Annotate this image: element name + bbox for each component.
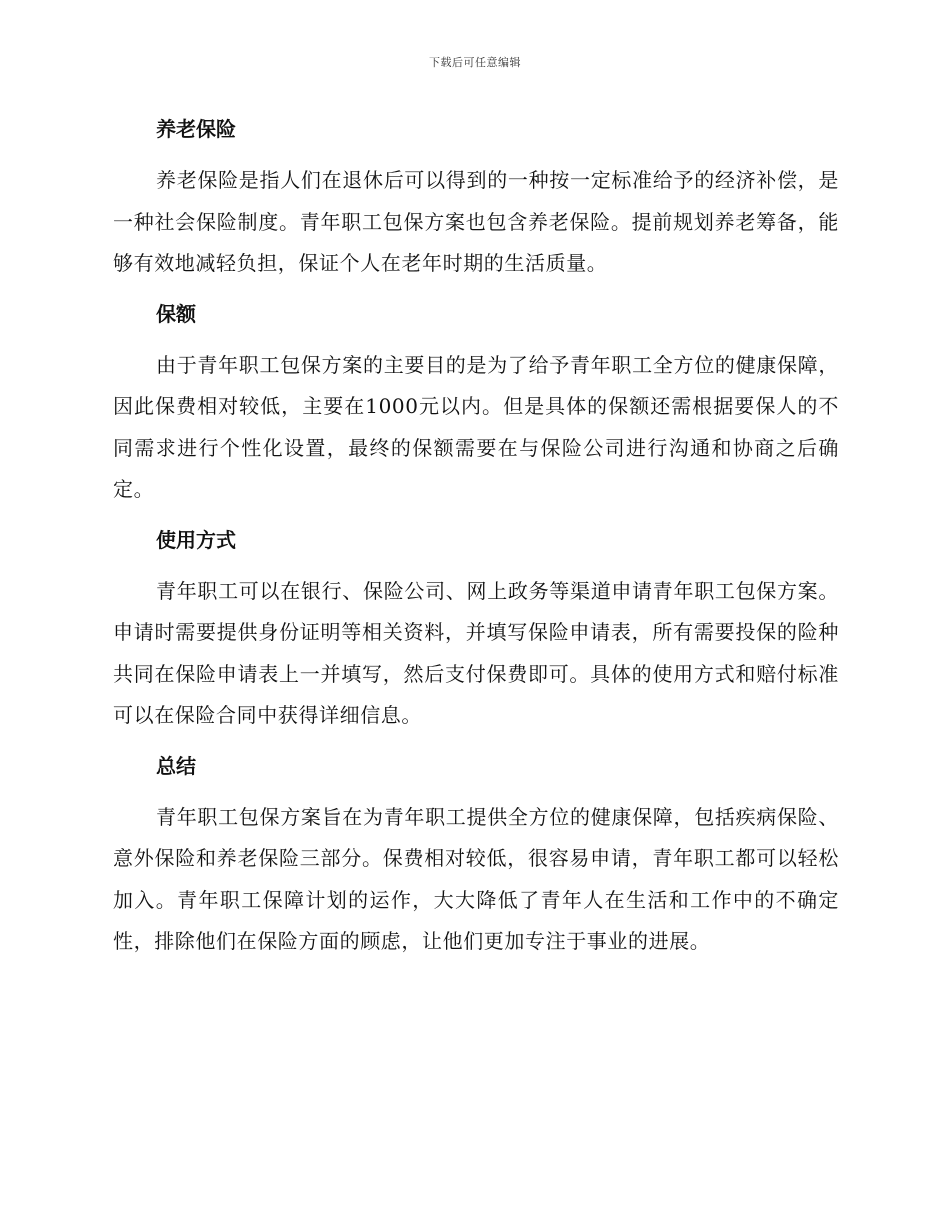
section-paragraph: 青年职工包保方案旨在为青年职工提供全方位的健康保障，包括疾病保险、意外保险和养老保险三部分。保费相对较低，很容易申请，青年职工都可以轻松加入。青年职工保障计划的运作，大大降低了青年人在生活和工作中的不确定性，排除他们在保险方面的顾虑，让他们更加专注于事业的进展。 — [113, 804, 839, 953]
section-paragraph: 养老保险是指人们在退休后可以得到的一种按一定标准给予的经济补偿，是一种社会保险制度。青年职工包保方案也包含养老保险。提前规划养老筹备，能够有效地减轻负担，保证个人在老年时期的生活质量。 — [113, 168, 839, 275]
section-heading: 保额 — [156, 301, 196, 326]
section-heading: 养老保险 — [156, 117, 236, 141]
section-coverage-amount — [113, 294, 839, 511]
section-heading: 总结 — [156, 753, 196, 778]
section-paragraph: 青年职工可以在银行、保险公司、网上政务等渠道申请青年职工包保方案。申请时需要提供身份证明等相关资料，并填写保险申请表，所有需要投保的险种共同在保险申请表上一并填写，然后支付保费即可。具体的使用方式和赔付标准可以在保险合同中获得详细信息。 — [113, 578, 839, 727]
section-usage-method — [113, 520, 839, 737]
section-paragraph: 由于青年职工包保方案的主要目的是为了给予青年职工全方位的健康保障，因此保费相对较低，主要在1000元以内。但是具体的保额还需根据要保人的不同需求进行个性化设置，最终的保额需要在与保险公司进行沟通和协商之后确定。 — [113, 352, 839, 501]
page-header: 下载后可任意编辑 — [429, 56, 521, 69]
section-summary — [113, 746, 839, 963]
document-body — [113, 109, 839, 972]
section-heading: 使用方式 — [156, 527, 236, 552]
section-pension-insurance — [113, 109, 839, 285]
